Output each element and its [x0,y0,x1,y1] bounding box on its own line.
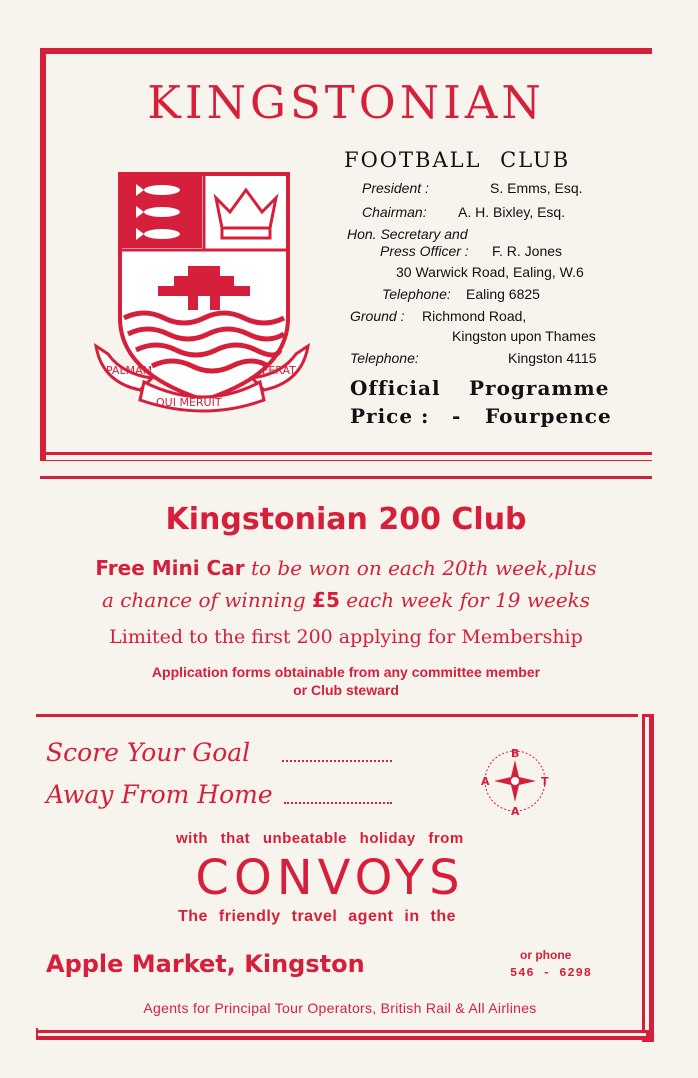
secretary-name: F. R. Jones [492,243,563,259]
club200-line-4: Application forms obtainable from any committee member [151,664,541,680]
score-goal-text: Score Your Goal [46,738,251,767]
programme-label: Official [350,376,441,400]
agents-line: Agents for Principal Tour Operators, British Rail & All Airlines [143,1000,537,1016]
divider [40,476,652,479]
advert-frame [36,714,638,717]
chairman-name: A. H. Bixley, Esq. [458,204,566,220]
secretary-label: Hon. Secretary and [347,226,468,242]
ground-line-2: Kingston upon Thames [452,328,596,344]
telephone-ealing: Ealing 6825 [466,286,540,302]
dotted-leader [282,760,392,762]
motto-right: FERAT [262,364,296,377]
phone-number: 546 - 6298 [510,966,593,980]
president-label: President : [362,180,429,196]
abta-logo-icon [478,744,552,818]
president-name: S. Emms, Esq. [490,180,583,196]
secretary-address: 30 Warwick Road, Ealing, W.6 [396,264,584,280]
away-home-text: Away From Home [46,780,273,809]
page-title: KINGSTONIAN [147,76,545,129]
company-name: CONVOYS [195,850,465,906]
club-crest-icon [92,168,312,418]
divider [40,460,652,461]
advert-location: Apple Market, Kingston [46,950,365,978]
telephone-label: Telephone: [350,350,419,366]
price-value: Fourpence [485,404,612,428]
svg-text:T: T [541,775,549,788]
motto-left: PALMAM [106,364,153,377]
ground-label: Ground : [350,308,405,324]
price-label: Price : [350,404,430,428]
svg-text:A: A [481,775,490,788]
advert-tagline: with that unbeatable holiday from [176,830,464,847]
telephone-label: Telephone: [382,286,451,302]
club200-line-2: a chance of winning £5 each week for 19 weeks [101,588,591,612]
dotted-leader [284,802,392,804]
advert-tagline-2: The friendly travel agent in the [178,908,457,925]
svg-text:B: B [511,747,520,760]
club200-line-1: Free Mini Car to be won on each 20th week,plus [95,556,597,580]
svg-text:A: A [511,805,520,818]
divider [40,452,652,455]
club-subtitle: FOOTBALL CLUB [344,148,571,172]
ground-line-1: Richmond Road, [422,308,527,324]
programme-label: Programme [469,376,610,400]
telephone-kingston: Kingston 4115 [508,350,597,366]
club200-line-5: or Club steward [293,682,399,698]
motto-center: QUI MERUIT [156,396,222,409]
price-dash: - [452,404,462,428]
phone-label: or phone [520,948,572,962]
chairman-label: Chairman: [362,204,427,220]
club200-line-3: Limited to the first 200 applying for Membership [109,626,583,648]
press-officer-label: Press Officer : [380,243,469,259]
club200-title: Kingstonian 200 Club [165,502,527,537]
